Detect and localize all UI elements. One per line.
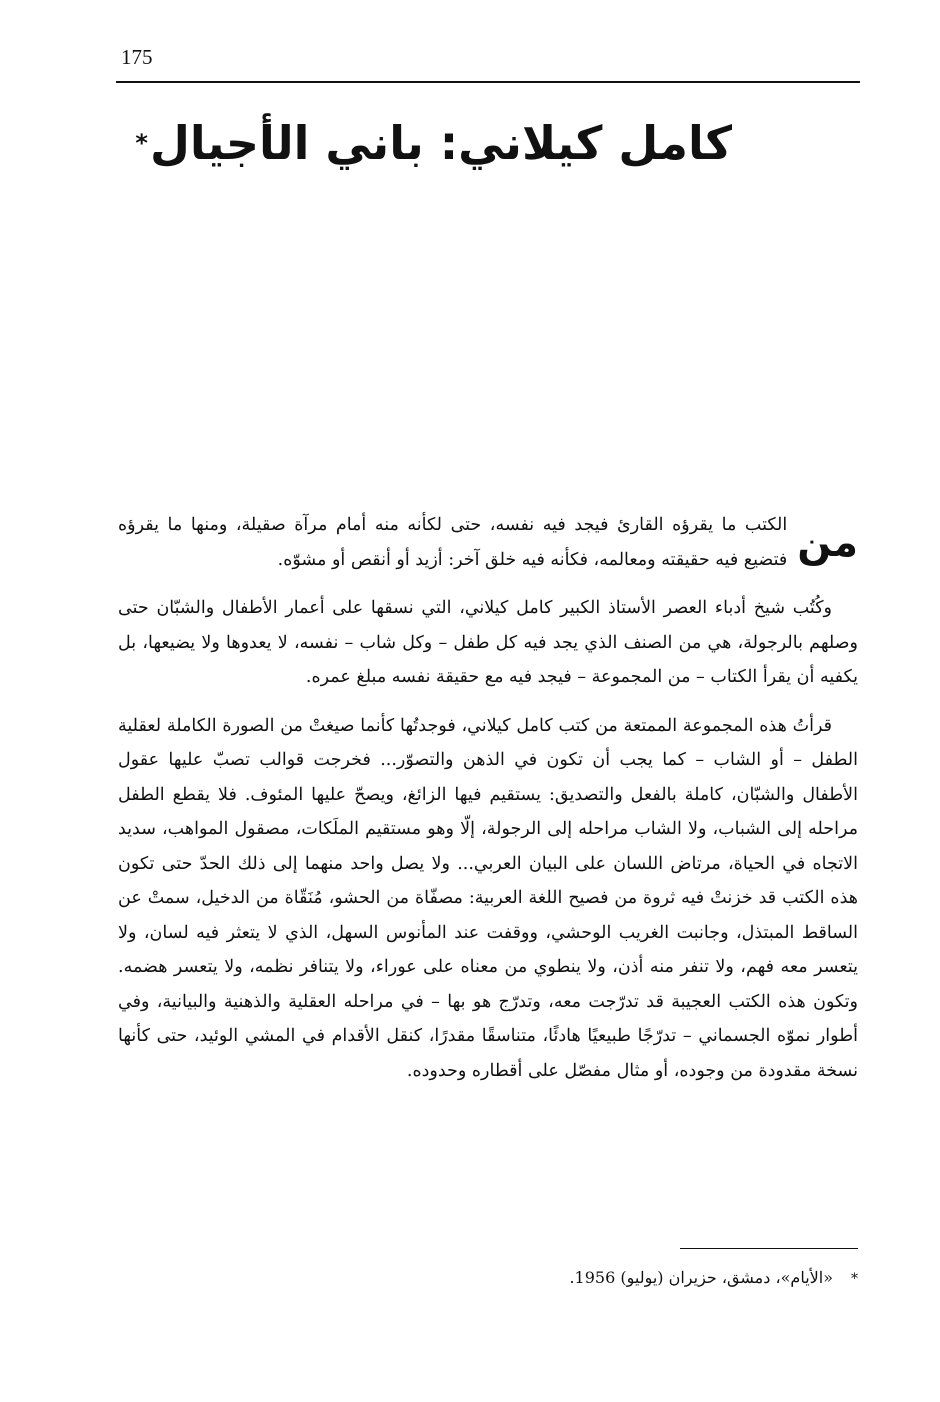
page-number: 175 — [121, 45, 153, 69]
article-title — [135, 108, 732, 178]
title-footnote-marker: * — [135, 129, 148, 157]
footnote-rule — [680, 1248, 858, 1249]
paragraph-1 — [118, 508, 858, 577]
footnote-text: «الأيام»، دمشق، حزيران (يوليو) 1956. — [569, 1268, 833, 1287]
article-title-text: كامل كيلاني: باني الأجيال — [149, 116, 732, 170]
paragraph-2: وكُتُب شيخ أدباء العصر الأستاذ الكبير كامل كيلاني، التي نسقها على أعمار الأطفال والشبّان حتى وصلهم بالرجولة، هي من الصنف الذي يجد فيه كل طفل – وكل شاب – نفسه، لا يعدوها ولا يضيعها، بل يكفيه أن يقرأ الكتاب – من المجموعة – فيجد فيه مع حقيقة نفسه مبلغ عمره. — [118, 598, 858, 687]
paragraph-3: قرأتُ هذه المجموعة الممتعة من كتب كامل كيلاني، فوجدتُها كأنما صيغتْ من الصورة الكاملة لعقلية الطفل – أو الشاب – كما يجب أن تكون في الذهن والتصوّر... فخرجت قوالب تصبّ عليها عقول الأطفال والشبّان، كاملة بالفعل والتصديق: يستقيم فيها الزائغ، ويصحّ عليها المئوف. فلا يقطع الطفل مراحله إلى الشباب، ولا الشاب مراحله إلى الرجولة، إلّا وهو مستقيم الملَكات، مصقول المواهب، سديد الاتجاه في الحياة، مرتاض اللسان على البيان العربي... ولا يصل واحد منهما إلى ذلك الحدّ حتى تكون هذه الكتب قد خزنتْ فيه ثروة من فصيح اللغة العربية: مصفّاة من الحشو، مُنَقّاة من الدخيل، سمتْ عن الساقط المبتذل، وجانبت الغريب الوحشي، ووقفت عند المأنوس السهل، الذي لا يتعثر فيه لسان، ولا يتعسر معه فهم، ولا تنفر منه أذن، ولا ينطوي من معناه على عوراء، ولا يتنافر نظمه، ولا يتعسر هضمه. وتكون هذه الكتب العجيبة قد تدرّجت معه، وتدرّج هو بها – في مراحله العقلية والذهنية والبيانية، وفي أطوار نموّه الجسماني – تدرّجًا طبيعيًا هادئًا، متناسقًا مقدرًا، كنقل الأقدام في المشي الوئيد، حتى كأنها نسخة مقدودة من وجوده، أو مثال مفصّل على أقطاره وحدوده. — [118, 715, 858, 1081]
article-body — [118, 508, 858, 1088]
footnote-marker: * — [851, 1271, 858, 1287]
paragraph-1-text: الكتب ما يقرؤه القارئ فيجد فيه نفسه، حتى لكأنه منه أمام مرآة صقيلة، ومنها ما يقرؤه فتضيع فيه حقيقته ومعالمه، فكأنه فيه خلق آخر: أزيد أو أنقص أو مشوّه. — [118, 515, 788, 570]
header-rule — [116, 81, 860, 83]
footnote — [569, 1264, 858, 1293]
drop-cap: من — [797, 520, 858, 566]
